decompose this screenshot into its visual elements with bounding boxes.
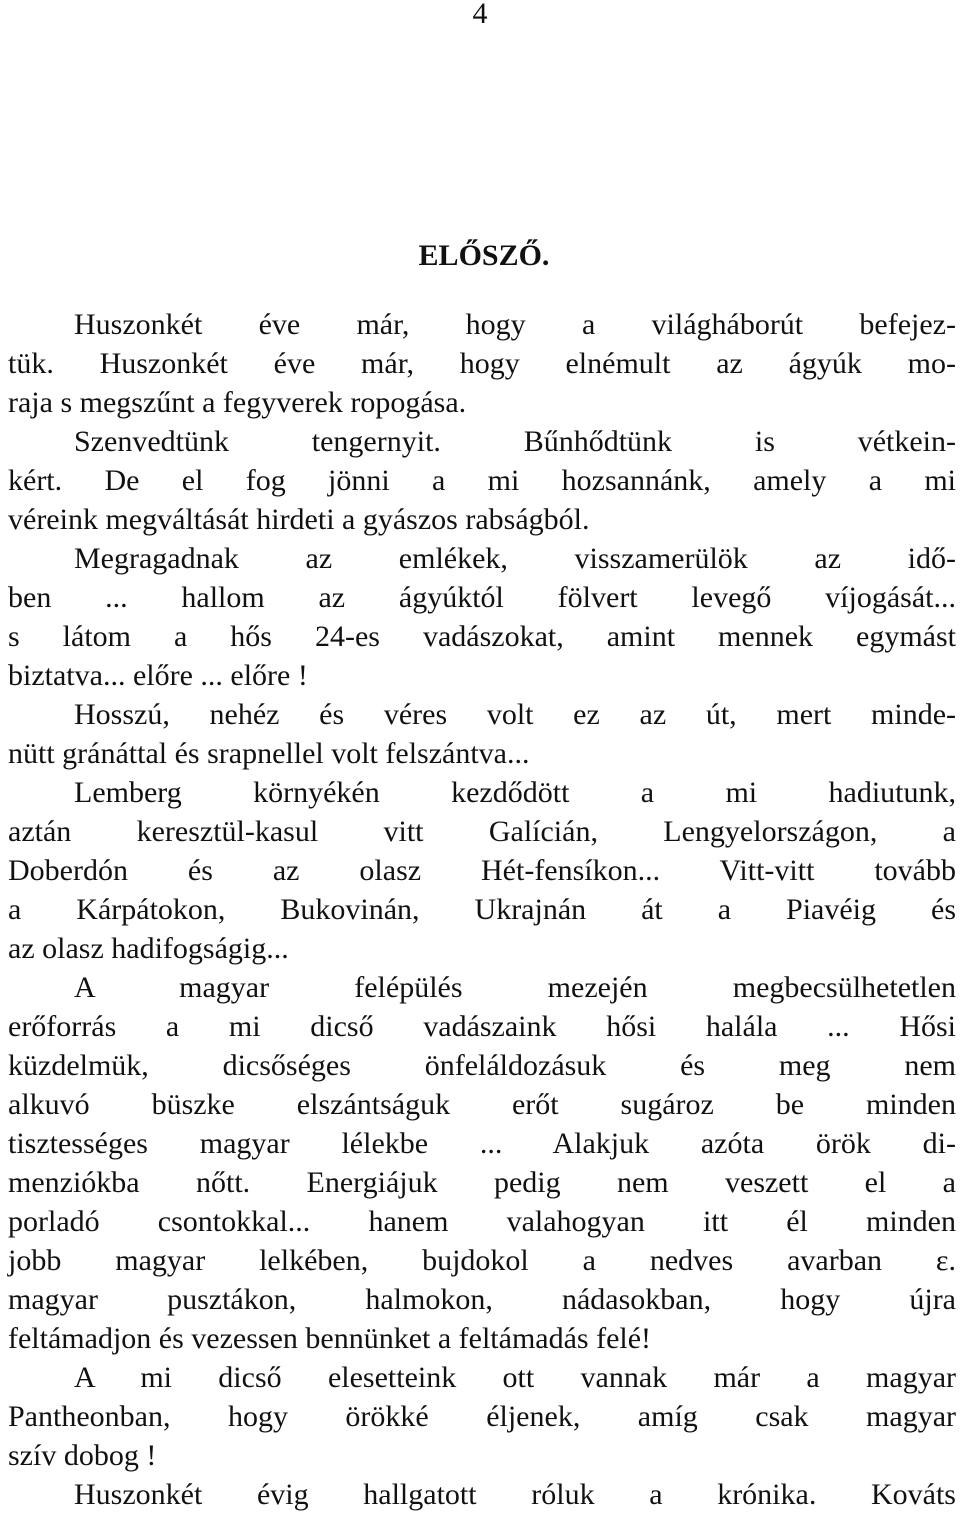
text-line: nütt gránáttal és srapnellel volt felszántva... xyxy=(8,737,530,770)
text-line: Huszonkét évig hallgatott róluk a krónika. Kováts xyxy=(74,1478,956,1511)
text-line: porladó csontokkal... hanem valahogyan itt él minden xyxy=(8,1205,956,1238)
text-line: Megragadnak az emlékek, visszamerülök az idő- xyxy=(74,542,956,575)
text-line: erőforrás a mi dicső vadászaink hősi halála ... Hősi xyxy=(8,1010,956,1043)
text-line: raja s megszűnt a fegyverek ropogása. xyxy=(8,386,467,419)
text-line: jobb magyar lelkében, bujdokol a nedves avarban ε. xyxy=(8,1244,956,1277)
text-line: Huszonkét éve már, hogy a világháborút befejez- xyxy=(74,308,956,341)
text-line: Lemberg környékén kezdődött a mi hadiutunk, xyxy=(74,776,956,809)
text-line: feltámadjon és vezessen bennünket a feltámadás felé! xyxy=(8,1322,652,1355)
text-line: aztán keresztül-kasul vitt Galícián, Lengyelországon, a xyxy=(8,815,956,848)
text-line: ben ... hallom az ágyúktól fölvert levegő víjogását... xyxy=(8,581,956,614)
text-line: menziókba nőtt. Energiájuk pedig nem veszett el a xyxy=(8,1166,956,1199)
text-line: alkuvó büszke elszántságuk erőt sugároz be minden xyxy=(8,1088,956,1121)
text-line: kért. De el fog jönni a mi hozsannánk, amely a mi xyxy=(8,464,956,497)
text-line: Hosszú, nehéz és véres volt ez az út, mert minde- xyxy=(74,698,956,731)
page-title: ELŐSZŐ. xyxy=(418,239,550,272)
text-line: tisztességes magyar lélekbe ... Alakjuk azóta örök di- xyxy=(8,1127,956,1160)
text-line: s látom a hős 24-es vadászokat, amint mennek egymást xyxy=(8,620,956,653)
text-line: Pantheonban, hogy örökké éljenek, amíg csak magyar xyxy=(8,1400,956,1433)
text-line: véreink megváltását hirdeti a gyászos rabságból. xyxy=(8,503,590,536)
text-line: szív dobog ! xyxy=(8,1439,157,1472)
text-line: a Kárpátokon, Bukovinán, Ukrajnán át a Piavéig és xyxy=(8,893,956,926)
text-line: A mi dicső elesetteink ott vannak már a magyar xyxy=(74,1361,956,1394)
text-line: az olasz hadifogságig... xyxy=(8,932,289,965)
text-line: magyar pusztákon, halmokon, nádasokban, hogy újra xyxy=(8,1283,956,1316)
text-line: Doberdón és az olasz Hét-fensíkon... Vitt-vitt tovább xyxy=(8,854,956,887)
text-line: A magyar felépülés mezején megbecsülhetetlen xyxy=(74,971,956,1004)
text-line: biztatva... előre ... előre ! xyxy=(8,659,308,692)
text-line: tük. Huszonkét éve már, hogy elnémult az ágyúk mo- xyxy=(8,347,956,380)
page-number: 4 xyxy=(472,0,488,30)
preface-text xyxy=(8,305,956,1514)
text-line: Szenvedtünk tengernyit. Bűnhődtünk is vétkein- xyxy=(74,425,956,458)
text-line: küzdelmük, dicsőséges önfeláldozásuk és meg nem xyxy=(8,1049,956,1082)
